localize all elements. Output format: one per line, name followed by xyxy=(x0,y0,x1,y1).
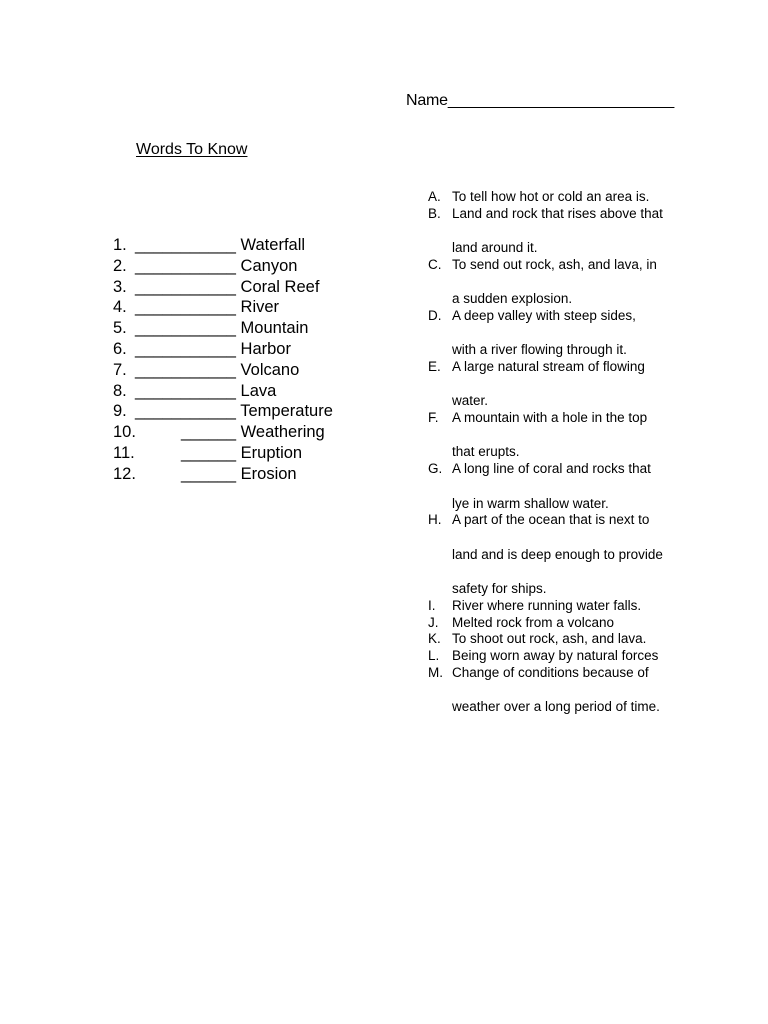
term-number: 3. xyxy=(113,277,127,296)
term-number: 1. xyxy=(113,236,127,254)
term-number: 8. xyxy=(113,381,127,400)
answer-blank: ___________ xyxy=(135,339,236,358)
term-word: Canyon xyxy=(240,256,298,275)
term-word: Volcano xyxy=(240,360,300,379)
definition-item xyxy=(428,189,678,206)
term-number: 11. xyxy=(113,443,135,462)
definition-letter: G. xyxy=(428,461,443,477)
term-word: Weathering xyxy=(240,423,325,442)
term-word: Lava xyxy=(240,381,277,400)
definition-text: To send out rock, ash, and lava, in a sudden explosion. xyxy=(452,256,657,307)
terms-list xyxy=(113,235,333,485)
definition-item xyxy=(428,410,678,461)
definition-letter: E. xyxy=(428,359,441,375)
answer-blank: ___________ xyxy=(135,381,236,400)
answer-blank: ___________ xyxy=(135,319,236,338)
term-word: Temperature xyxy=(240,402,333,421)
name-field-line: Name__________________________ xyxy=(406,92,675,109)
term-item xyxy=(113,443,333,464)
definition-item xyxy=(428,665,678,716)
term-word: Eruption xyxy=(240,443,303,462)
definition-item xyxy=(428,598,678,615)
definition-letter: D. xyxy=(428,307,442,323)
definitions-list xyxy=(428,189,678,716)
term-item xyxy=(113,464,333,485)
term-item xyxy=(113,256,333,277)
term-number: 5. xyxy=(113,319,127,338)
definition-item xyxy=(428,648,678,665)
definition-letter: H. xyxy=(428,512,442,528)
definition-letter: M. xyxy=(428,664,443,680)
definition-letter: J. xyxy=(428,614,439,630)
definition-text: Melted rock from a volcano xyxy=(452,614,615,630)
term-word: River xyxy=(240,298,280,317)
definition-item xyxy=(428,257,678,308)
definition-letter: K. xyxy=(428,631,441,647)
definition-letter: I. xyxy=(428,597,436,613)
term-item xyxy=(113,277,333,298)
definition-item xyxy=(428,631,678,648)
definition-text: A deep valley with steep sides, with a river flowing through it. xyxy=(452,307,636,358)
definition-text: A mountain with a hole in the top that erupts. xyxy=(452,410,648,460)
definition-text: A part of the ocean that is next to land and is deep enough to provide safety for ships. xyxy=(452,512,663,596)
definition-item xyxy=(428,206,678,257)
definition-text: To tell how hot or cold an area is. xyxy=(452,189,650,204)
definition-item xyxy=(428,615,678,632)
definition-letter: L. xyxy=(428,648,440,664)
answer-blank: ___________ xyxy=(135,360,236,379)
term-word: Waterfall xyxy=(240,236,306,254)
definition-letter: C. xyxy=(428,256,442,272)
term-item xyxy=(113,360,333,381)
answer-blank: ______ xyxy=(181,443,237,462)
answer-blank: ______ xyxy=(181,464,237,483)
definition-letter: F. xyxy=(428,410,439,426)
answer-blank: ___________ xyxy=(135,402,236,421)
definition-item xyxy=(428,512,678,597)
definition-text: River where running water falls. xyxy=(452,597,642,613)
term-word: Harbor xyxy=(240,339,291,358)
answer-blank: ___________ xyxy=(135,277,236,296)
definition-letter: A. xyxy=(428,189,441,204)
definition-text: Land and rock that rises above that land around it. xyxy=(452,205,663,256)
term-number: 10. xyxy=(113,423,136,442)
definition-item xyxy=(428,308,678,359)
term-item xyxy=(113,401,333,422)
term-item xyxy=(113,422,333,443)
definition-item xyxy=(428,461,678,512)
definition-letter: B. xyxy=(428,205,441,221)
term-word: Mountain xyxy=(240,319,309,338)
term-word: Erosion xyxy=(240,464,297,483)
term-item xyxy=(113,318,333,339)
definition-text: Being worn away by natural forces xyxy=(452,648,659,664)
definition-text: A long line of coral and rocks that lye in warm shallow water. xyxy=(452,461,651,511)
term-number: 6. xyxy=(113,339,127,358)
term-number: 7. xyxy=(113,360,127,379)
answer-blank: ___________ xyxy=(135,298,236,317)
section-title: Words To Know xyxy=(136,141,248,158)
answer-blank: ______ xyxy=(181,423,237,442)
answer-blank: ___________ xyxy=(135,236,236,254)
definition-text: To shoot out rock, ash, and lava. xyxy=(452,631,647,647)
term-item xyxy=(113,339,333,360)
term-number: 12. xyxy=(113,464,136,483)
term-item xyxy=(113,297,333,318)
term-number: 9. xyxy=(113,402,127,421)
term-item xyxy=(113,381,333,402)
answer-blank: ___________ xyxy=(135,256,236,275)
term-number: 4. xyxy=(113,298,127,317)
term-number: 2. xyxy=(113,256,127,275)
definition-item xyxy=(428,359,678,410)
term-word: Coral Reef xyxy=(240,277,320,296)
term-item xyxy=(113,235,333,256)
definition-text: Change of conditions because of weather over a long period of time. xyxy=(452,664,660,715)
definition-text: A large natural stream of flowing water. xyxy=(452,359,645,409)
